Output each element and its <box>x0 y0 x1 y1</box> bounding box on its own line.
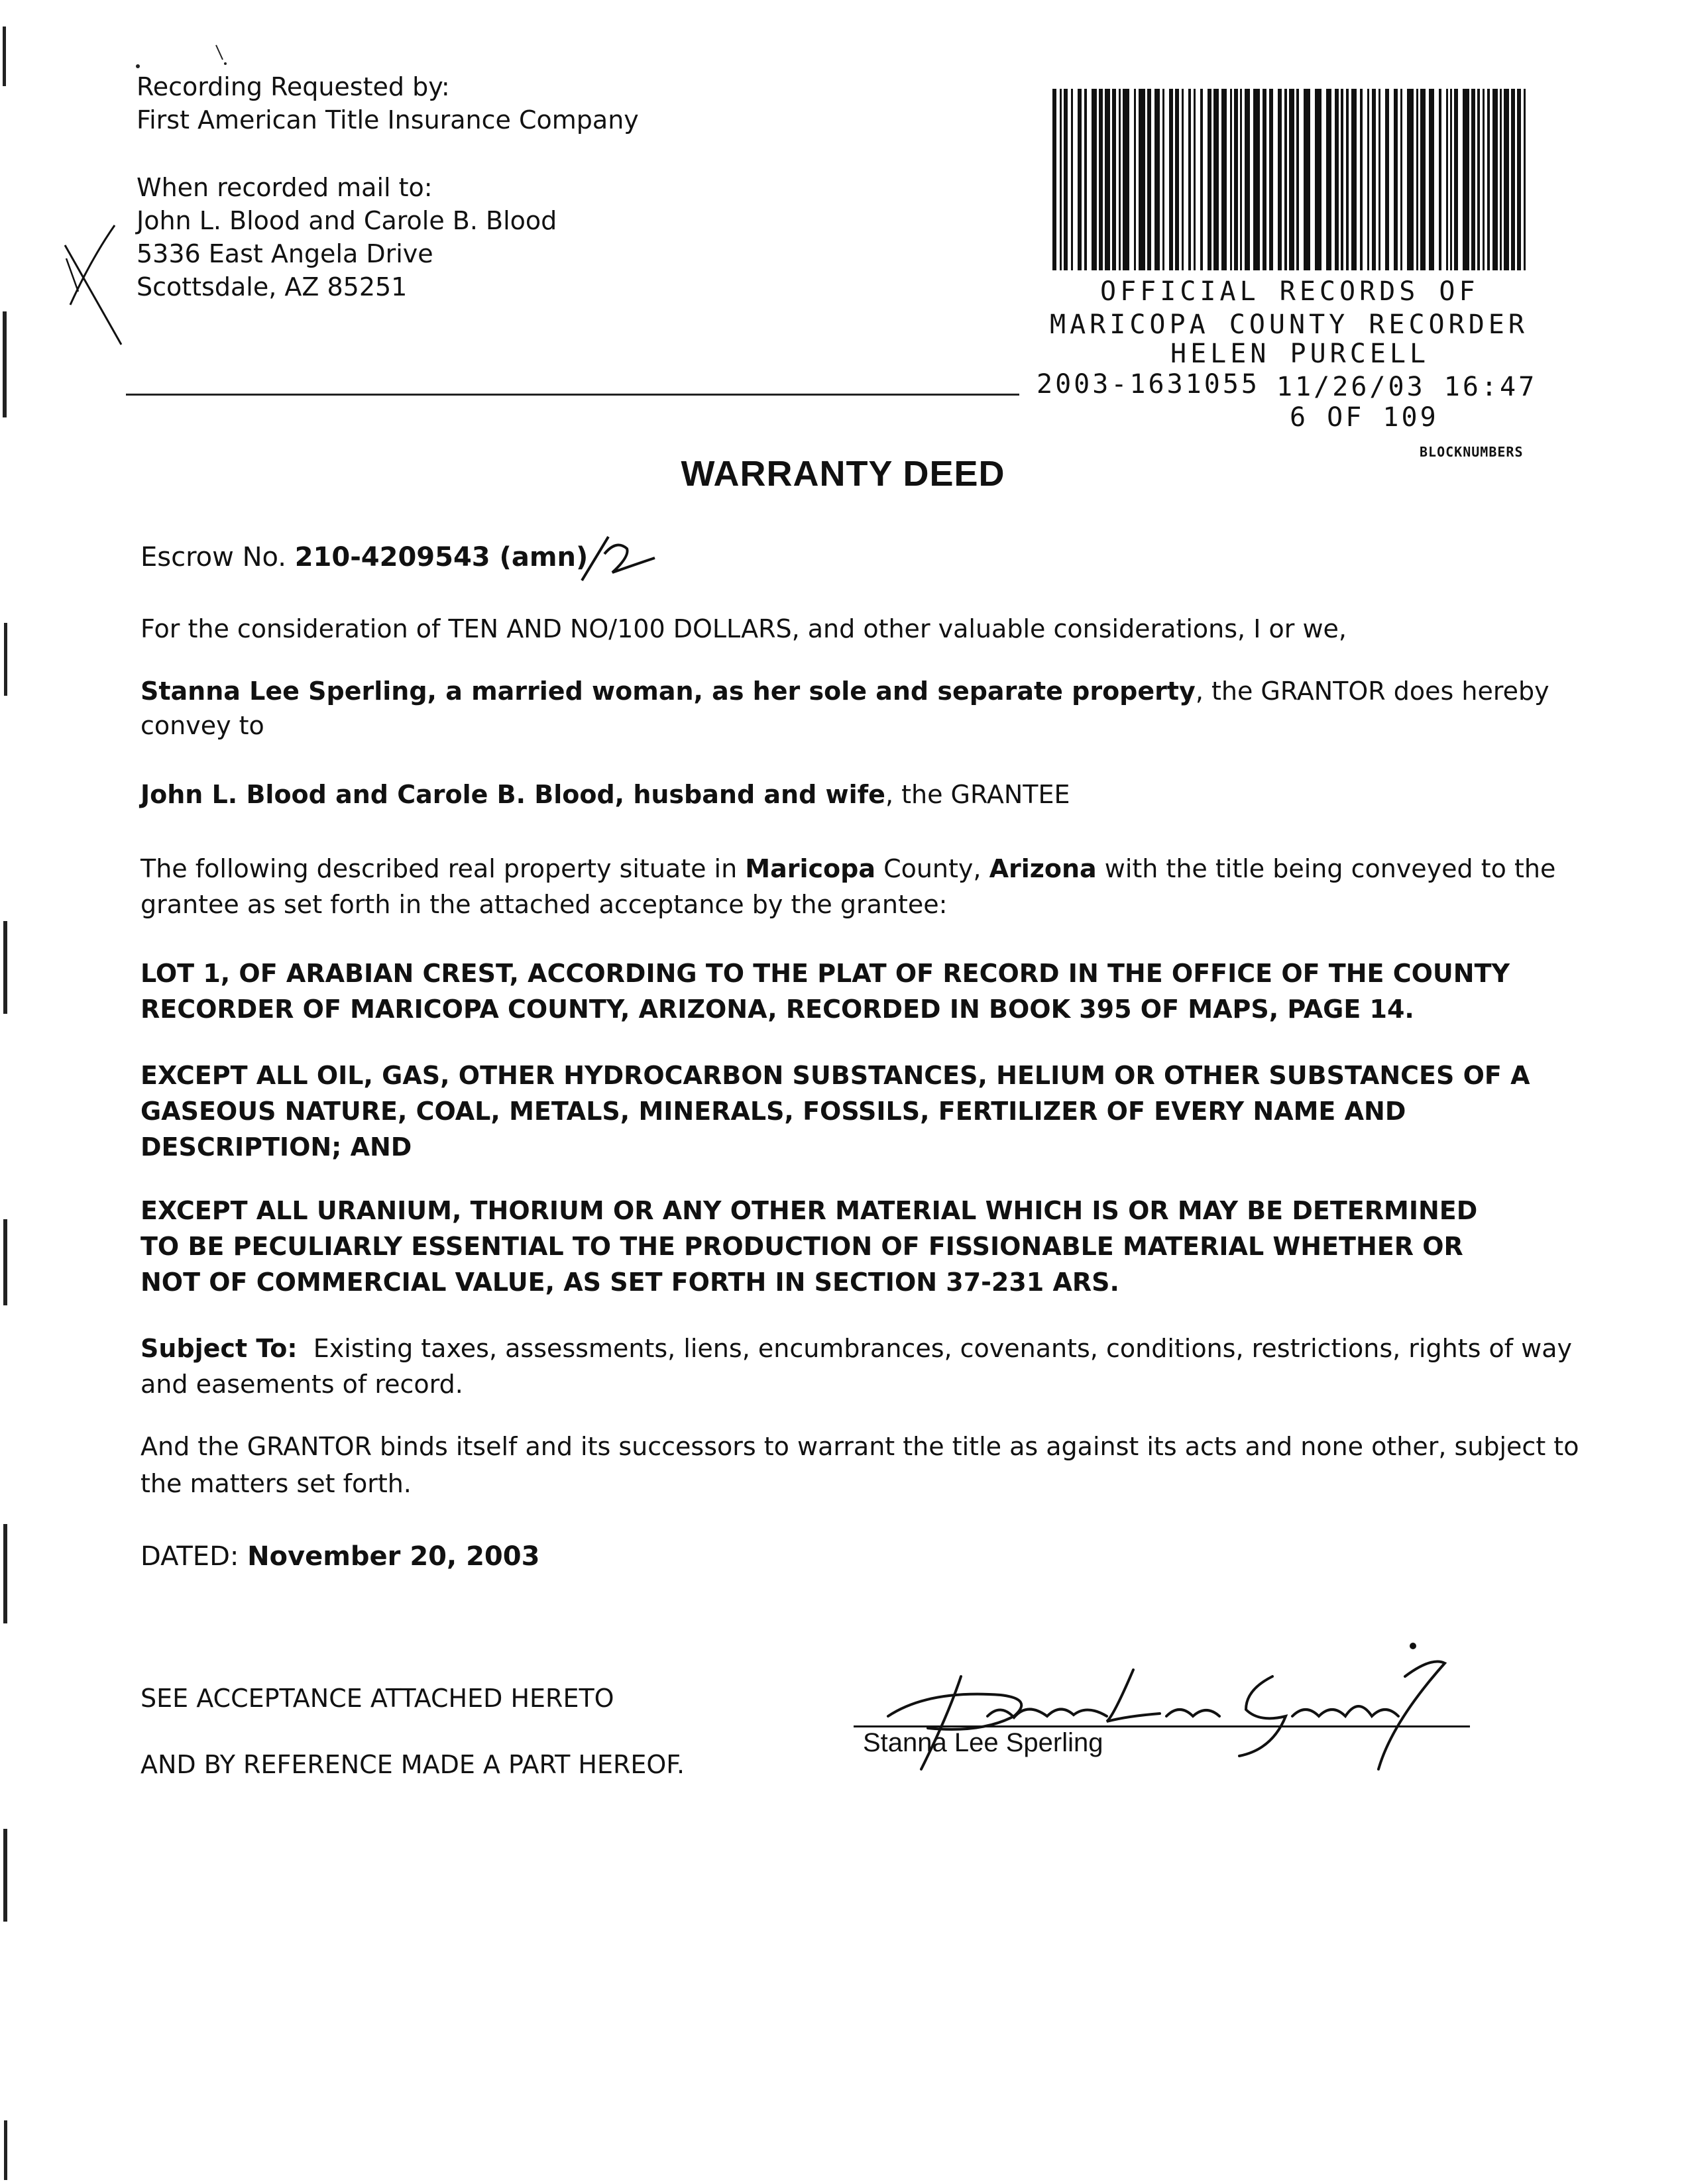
grantee-line <box>140 779 1070 810</box>
property-intro-line2: grantee as set forth in the attached acceptance by the grantee: <box>140 890 948 919</box>
recording-requested-label: Recording Requested by: <box>137 72 450 101</box>
scan-edge-mark <box>3 1829 7 1922</box>
recorder-date-time: 11/26/03 16:47 <box>1276 372 1538 402</box>
dated-line <box>140 1541 539 1572</box>
legal-description-line: LOT 1, OF ARABIAN CREST, ACCORDING TO THE PLAT OF RECORD IN THE OFFICE OF THE COUNTY <box>140 959 1510 988</box>
uranium-exception <box>140 1193 1625 1300</box>
escrow-line <box>140 542 588 573</box>
property-intro-text: County, <box>875 854 989 883</box>
header-rule <box>126 394 1019 396</box>
scan-edge-mark <box>3 1219 7 1305</box>
grantor-line <box>140 676 1549 706</box>
scan-edge-mark <box>3 1524 7 1623</box>
acceptance-line2: AND BY REFERENCE MADE A PART HEREOF. <box>140 1750 685 1779</box>
mineral-exception-line: EXCEPT ALL OIL, GAS, OTHER HYDROCARBON SUBSTANCES, HELIUM OR OTHER SUBSTANCES OF A <box>140 1061 1530 1090</box>
mineral-exception <box>140 1058 1625 1165</box>
scan-edge-mark <box>3 27 6 86</box>
grantor-line-2: convey to <box>140 711 264 740</box>
document-title: WARRANTY DEED <box>681 454 1005 494</box>
escrow-number: 210-4209543 (amn) <box>294 542 589 573</box>
mail-to-label: When recorded mail to: <box>137 173 433 202</box>
property-county: Maricopa <box>745 854 875 883</box>
property-state: Arizona <box>989 854 1097 883</box>
scan-edge-mark <box>3 921 7 1014</box>
signature-handwritten-text <box>0 0 7 1</box>
subject-to-text: Existing taxes, assessments, liens, encumbrances, covenants, conditions, restrictions, rights of way <box>297 1334 1573 1363</box>
escrow-label: Escrow No. <box>140 542 286 573</box>
uranium-exception-line: TO BE PECULIARLY ESSENTIAL TO THE PRODUCTION OF FISSIONABLE MATERIAL WHETHER OR <box>140 1232 1463 1261</box>
subject-to-line2: and easements of record. <box>140 1370 463 1399</box>
scan-edge-mark <box>4 623 7 696</box>
recorder-record-number: 2003-1631055 <box>1037 369 1260 400</box>
legal-description <box>140 956 1625 1027</box>
block-numbers-label: BLOCKNUMBERS <box>1420 444 1524 460</box>
grantee-rest: , the GRANTEE <box>885 780 1070 809</box>
mineral-exception-line: GASEOUS NATURE, COAL, METALS, MINERALS, FOSSILS, FERTILIZER OF EVERY NAME AND <box>140 1097 1406 1126</box>
mineral-exception-line: DESCRIPTION; AND <box>140 1132 412 1162</box>
recorder-stamp-line1: OFFICIAL RECORDS OF <box>1100 276 1479 307</box>
dated-label: DATED: <box>140 1541 239 1572</box>
dated-value: November 20, 2003 <box>247 1541 540 1572</box>
recording-requested-company: First American Title Insurance Company <box>137 105 639 135</box>
legal-description-line: RECORDER OF MARICOPA COUNTY, ARIZONA, RECORDED IN BOOK 395 OF MAPS, PAGE 14. <box>140 995 1414 1024</box>
subject-to-label: Subject To: <box>140 1334 298 1363</box>
subject-to-line1 <box>140 1333 1572 1364</box>
handwritten-escrow-mark <box>569 527 661 587</box>
scan-edge-mark <box>3 311 7 417</box>
uranium-exception-line: EXCEPT ALL URANIUM, THORIUM OR ANY OTHER MATERIAL WHICH IS OR MAY BE DETERMINED <box>140 1196 1478 1225</box>
property-intro-text: The following described real property situate in <box>140 854 746 883</box>
grantor-rest: , the GRANTOR does hereby <box>1195 677 1549 706</box>
warranty-line1: And the GRANTOR binds itself and its successors to warrant the title as against its acts and none other, subject to <box>140 1432 1579 1461</box>
handwritten-x-mark <box>52 219 125 351</box>
recorder-stamp-line3: HELEN PURCELL <box>1170 339 1430 369</box>
consideration-line: For the consideration of TEN AND NO/100 DOLLARS, and other valuable considerations, I or we, <box>140 614 1347 643</box>
grantor-name: Stanna Lee Sperling, a married woman, as her sole and separate property <box>140 677 1196 706</box>
mail-to-city: Scottsdale, AZ 85251 <box>137 272 408 301</box>
scan-speck <box>130 40 236 73</box>
property-intro-text: with the title being conveyed to the <box>1096 854 1556 883</box>
mail-to-name: John L. Blood and Carole B. Blood <box>137 206 557 235</box>
acceptance-line1: SEE ACCEPTANCE ATTACHED HERETO <box>140 1684 614 1713</box>
mail-to-street: 5336 East Angela Drive <box>137 239 433 268</box>
barcode <box>1052 89 1530 270</box>
recorder-page-info: 6 OF 109 <box>1290 402 1439 433</box>
recorder-stamp-line2: MARICOPA COUNTY RECORDER <box>1050 309 1528 340</box>
warranty-line2: the matters set forth. <box>140 1469 412 1498</box>
uranium-exception-line: NOT OF COMMERCIAL VALUE, AS SET FORTH IN SECTION 37-231 ARS. <box>140 1268 1119 1297</box>
scan-edge-mark <box>4 2120 7 2180</box>
grantee-name: John L. Blood and Carole B. Blood, husband and wife <box>140 780 885 809</box>
property-intro-line1 <box>140 853 1555 884</box>
signer-printed-name: Stanna Lee Sperling <box>863 1728 1103 1757</box>
